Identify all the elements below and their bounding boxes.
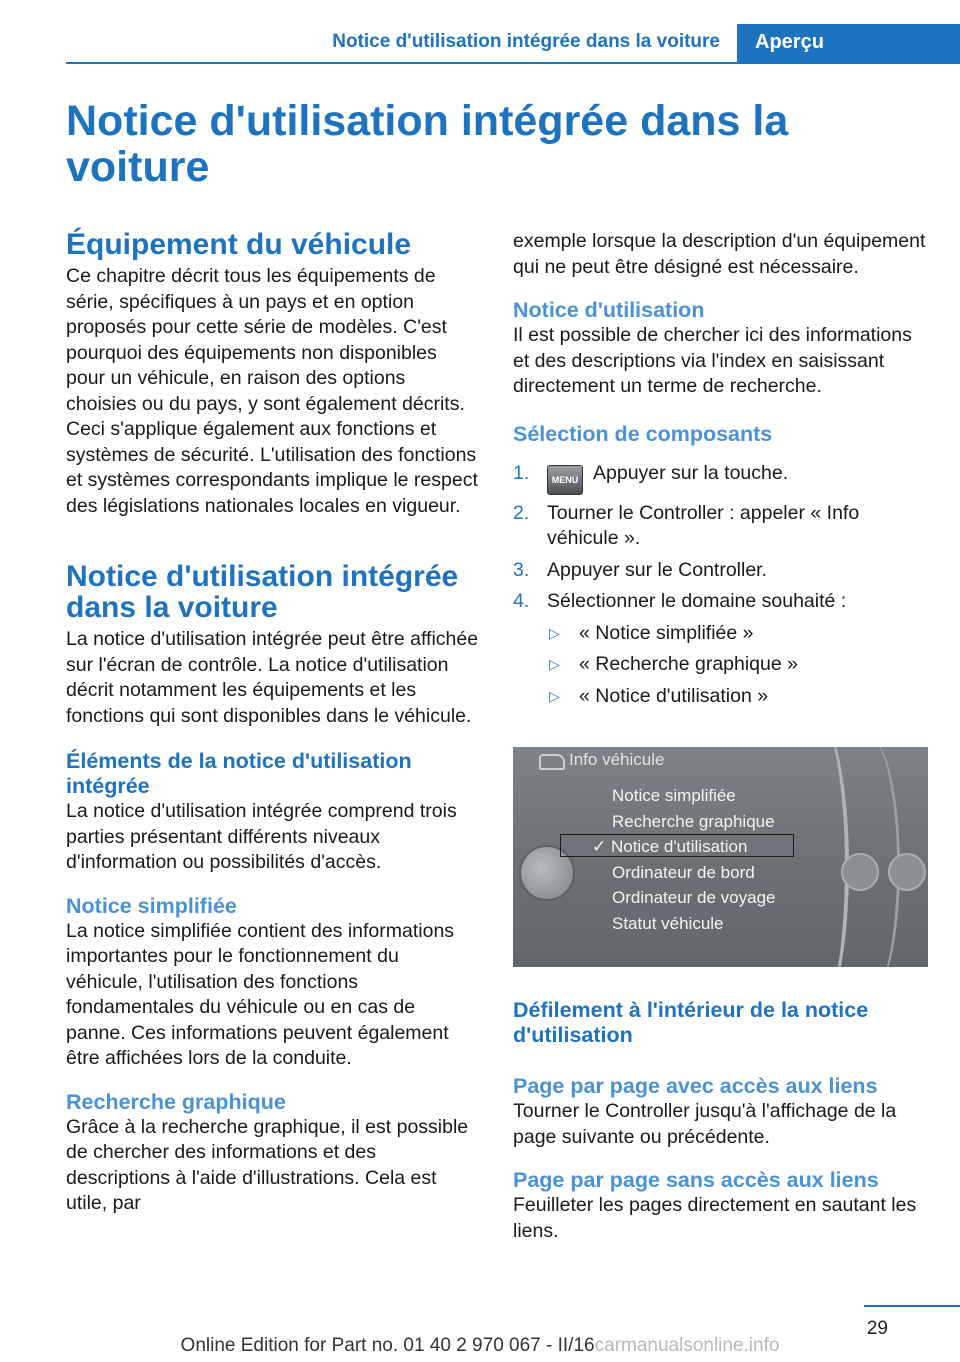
side-icon — [888, 853, 926, 891]
header-section-title: Notice d'utilisation intégrée dans la voiture — [332, 31, 720, 52]
manual-heading: Notice d'utilisation — [513, 298, 705, 322]
graphic-text-cont: exemple lorsque la description d'un équipement qui ne peut être désigné est nécessaire. — [513, 230, 926, 278]
step-text: Sélectionner le domaine souhaité : — [547, 590, 847, 612]
triangle-icon: ▷ — [549, 687, 560, 704]
page-number: 29 — [866, 1318, 888, 1339]
footer — [0, 1335, 960, 1357]
triangle-icon: ▷ — [549, 624, 560, 641]
step-text: Appuyer sur le Controller. — [547, 558, 768, 581]
step-item — [513, 461, 927, 495]
page-links-text: Tourner le Controller jusqu'à l'affichage de la page suivante ou précédente. — [513, 1100, 897, 1148]
screen-menu-item: Recherche graphique — [612, 811, 775, 831]
equip-text: Ce chapitre décrit tous les équipements de série, spécifiques à un pays et en option proposés pour cette série de modèles. C'est pourquoi des équipements non disponibles pour un véhicule, en raison des options choisies ou du pays, y sont également décrits. Ceci s'applique également aux fonctions et systèmes de sécurité. L'utilisation des fonctions et systèmes correspondants implique le respect des législations nationales locales en vigueur. — [66, 265, 478, 517]
screen-menu-item: Ordinateur de bord — [612, 862, 755, 882]
notice-heading: Notice d'utilisation intégrée dans la voiture — [66, 560, 459, 624]
step-item — [513, 589, 927, 615]
page-nolinks-text: Feuilleter les pages directement en sautant les liens. — [513, 1194, 917, 1242]
step-text: Tourner le Controller : appeler « Info véhicule ». — [547, 501, 860, 549]
graphic-heading: Recherche graphique — [66, 1089, 286, 1114]
step-item — [513, 501, 927, 552]
menu-button-icon: MENU — [547, 465, 583, 495]
simple-heading: Notice simplifiée — [66, 893, 237, 918]
select-heading: Sélection de composants — [513, 421, 773, 446]
screen-menu-item: ✓ Notice d'utilisation — [592, 837, 748, 857]
step-number: 2. — [513, 501, 530, 524]
left-column — [66, 229, 480, 1217]
sub-item: ▷ « Recherche graphique » — [513, 652, 927, 678]
step-number: 3. — [513, 558, 530, 581]
page-links-heading: Page par page avec accès aux liens — [513, 1074, 878, 1098]
header-rule — [66, 62, 960, 64]
step-text: Appuyer sur la touche. — [593, 461, 789, 484]
right-column-bottom — [513, 998, 927, 1244]
step-item — [513, 558, 927, 584]
scroll-heading: Défilement à l'intérieur de la notice d'utilisation — [513, 998, 869, 1047]
triangle-icon: ▷ — [549, 656, 560, 672]
side-icon — [841, 853, 879, 891]
header-tab-apercu: Aperçu — [737, 24, 960, 64]
screen-menu-item: Statut véhicule — [612, 913, 724, 933]
elements-text: La notice d'utilisation intégrée comprend trois parties présentant différents niveaux d'information ou possibilités d'accès. — [66, 800, 457, 873]
manual-text: Il est possible de chercher ici des informations et des descriptions via l'index en saisissant directement un terme de recherche. — [513, 324, 912, 397]
screen-menu — [592, 783, 776, 937]
simple-text: La notice simplifiée contient des informations importantes pour le fonctionnement du véhicule, l'utilisation des fonctions fondamentales du véhicule ou en cas de panne. Ces informations peuvent également être affichées lors de la conduite. — [66, 919, 455, 1069]
graphic-text: Grâce à la recherche graphique, il est possible de chercher des informations et des descriptions à l'aide d'illustrations. Cela est utile, par — [66, 1115, 469, 1214]
right-column-top — [513, 229, 927, 715]
screen-title: Info véhicule — [569, 750, 665, 769]
elements-heading: Éléments de la notice d'utilisation intégrée — [66, 749, 412, 798]
sub-items-list — [513, 621, 927, 710]
equip-heading: Équipement du véhicule — [66, 228, 412, 261]
car-icon — [539, 754, 565, 770]
sub-item: ▷ « Notice d'utilisation » — [513, 684, 927, 710]
screen-menu-item: Ordinateur de voyage — [612, 888, 776, 908]
notice-text: La notice d'utilisation intégrée peut être affichée sur l'écran de contrôle. La notice d'utilisation décrit notamment les équipements et les fonctions qui sont disponibles dans le véhicule. — [66, 628, 479, 727]
sub-item: ▷ « Notice simplifiée » — [513, 621, 927, 647]
page-title: Notice d'utilisation intégrée dans la voiture — [66, 97, 789, 191]
step-number: 1. — [513, 461, 530, 484]
page-number-rule — [864, 1305, 960, 1307]
footer-edition: Online Edition for Part no. 01 40 2 970 067 - II/16 — [180, 1335, 595, 1356]
watermark: carmanualsonline.info — [594, 1335, 780, 1356]
page-nolinks-heading: Page par page sans accès aux liens — [513, 1168, 879, 1192]
screen-menu-item: Notice simplifiée — [612, 786, 736, 805]
step-number: 4. — [513, 590, 530, 612]
control-display-screenshot — [513, 747, 928, 967]
steps-list — [513, 461, 927, 615]
